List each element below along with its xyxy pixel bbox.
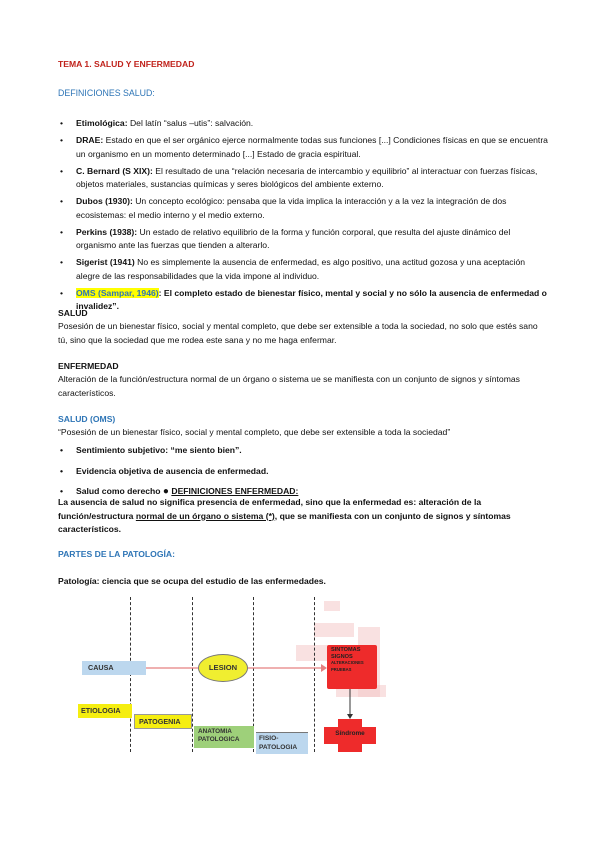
salud-heading: SALUD [58,308,88,318]
patogenia-box: PATOGENIA [134,714,192,729]
definicion-item: • Sigerist (1941) No es simplemente la ausencia de enfermedad, es algo positivo, una actitud gozosa y una aceptación alegre de las responsabilidades que la vida impone al individuo. [58,256,548,283]
causa-box: CAUSA [82,661,146,675]
definicion-item: • Etimológica: Del latín “salus –utis”: salvación. [58,117,548,131]
enfermedad-heading: ENFERMEDAD [58,361,119,371]
patologia-diagram [78,597,388,752]
patologia-definicion: Patología: ciencia que se ocupa del estudio de las enfermedades. [58,576,326,586]
oms-bullet: • Evidencia objetiva de ausencia de enfermedad. [58,465,548,479]
definiciones-heading: DEFINICIONES SALUD: [58,88,155,98]
enfermedad-definicion-text: La ausencia de salud no significa presencia de enfermedad, sino que la enfermedad es: alteración de la función/estructura normal de un órgano o sistema (*), que se manifiesta con un conjunto de signos y síntomas característicos. [58,497,511,534]
definicion-item: • Dubos (1930): Un concepto ecológico: pensaba que la vida implica la interacción y a la vez la integración de dos ecosistemas: el medio interno y el medio externo. [58,195,548,222]
salud-oms-list [58,444,548,502]
oms-bullet: • Salud como derecho ● DEFINICIONES ENFERMEDAD: [58,485,548,499]
oms-bullet: • Sentimiento subjetivo: “me siento bien”. [58,444,548,458]
document-title: TEMA 1. SALUD Y ENFERMEDAD [58,59,195,69]
salud-text: Posesión de un bienestar físico, social y mental completo, que debe ser extensible a toda la sociedad, no solo que estés sano tú, sino que la sociedad que me rodea este sana y no me haga enfermar. [58,321,538,345]
definicion-item: • C. Bernard (S XIX): El resultado de una “relación necesaria de intercambio y equilibrio” al interactuar con fuerzas físicas, objetos materiales, sustancias químicas y seres biológicos del ambiente externo. [58,165,548,192]
etiologia-box: ETIOLOGIA [78,704,132,718]
definicion-item: • DRAE: Estado en que el ser orgánico ejerce normalmente todas sus funciones [...] Condiciones físicas en que se encuentra un organismo en un momento determinado [...] Estado de gracia espiritual. [58,134,548,161]
partes-heading: PARTES DE LA PATOLOGÍA: [58,549,175,559]
anatomia-box: ANATOMIA PATOLOGICA [194,726,254,748]
enfermedad-text: Alteración de la función/estructura normal de un órgano o sistema ue se manifiesta con un conjunto de signos y síntomas característicos. [58,374,520,398]
sintomas-box: SINTOMAS SIGNOS ALTERACIONES PRUEBAS [327,645,377,689]
sindrome-label: Síndrome [335,730,365,737]
definicion-item: • Perkins (1938): Un estado de relativo equilibrio de la forma y función corporal, que resulta del ajuste dinámico del organismo ante las fuerzas que tienden a alterarlo. [58,226,548,253]
lesion-ellipse: LESION [198,654,248,682]
sindrome-cross [324,719,376,752]
fisiopatologia-box: FISIO- PATOLOGIA [256,732,308,754]
salud-oms-quote: “Posesión de un bienestar físico, social y mental completo, que debe ser extensible a toda la sociedad” [58,427,451,437]
definicion-item-oms: • OMS (Sampar, 1946): El completo estado de bienestar físico, mental y social y no sólo la ausencia de enfermedad o invalidez”. [58,287,548,314]
salud-oms-heading: SALUD (OMS) [58,414,116,424]
definiciones-list [58,117,548,317]
